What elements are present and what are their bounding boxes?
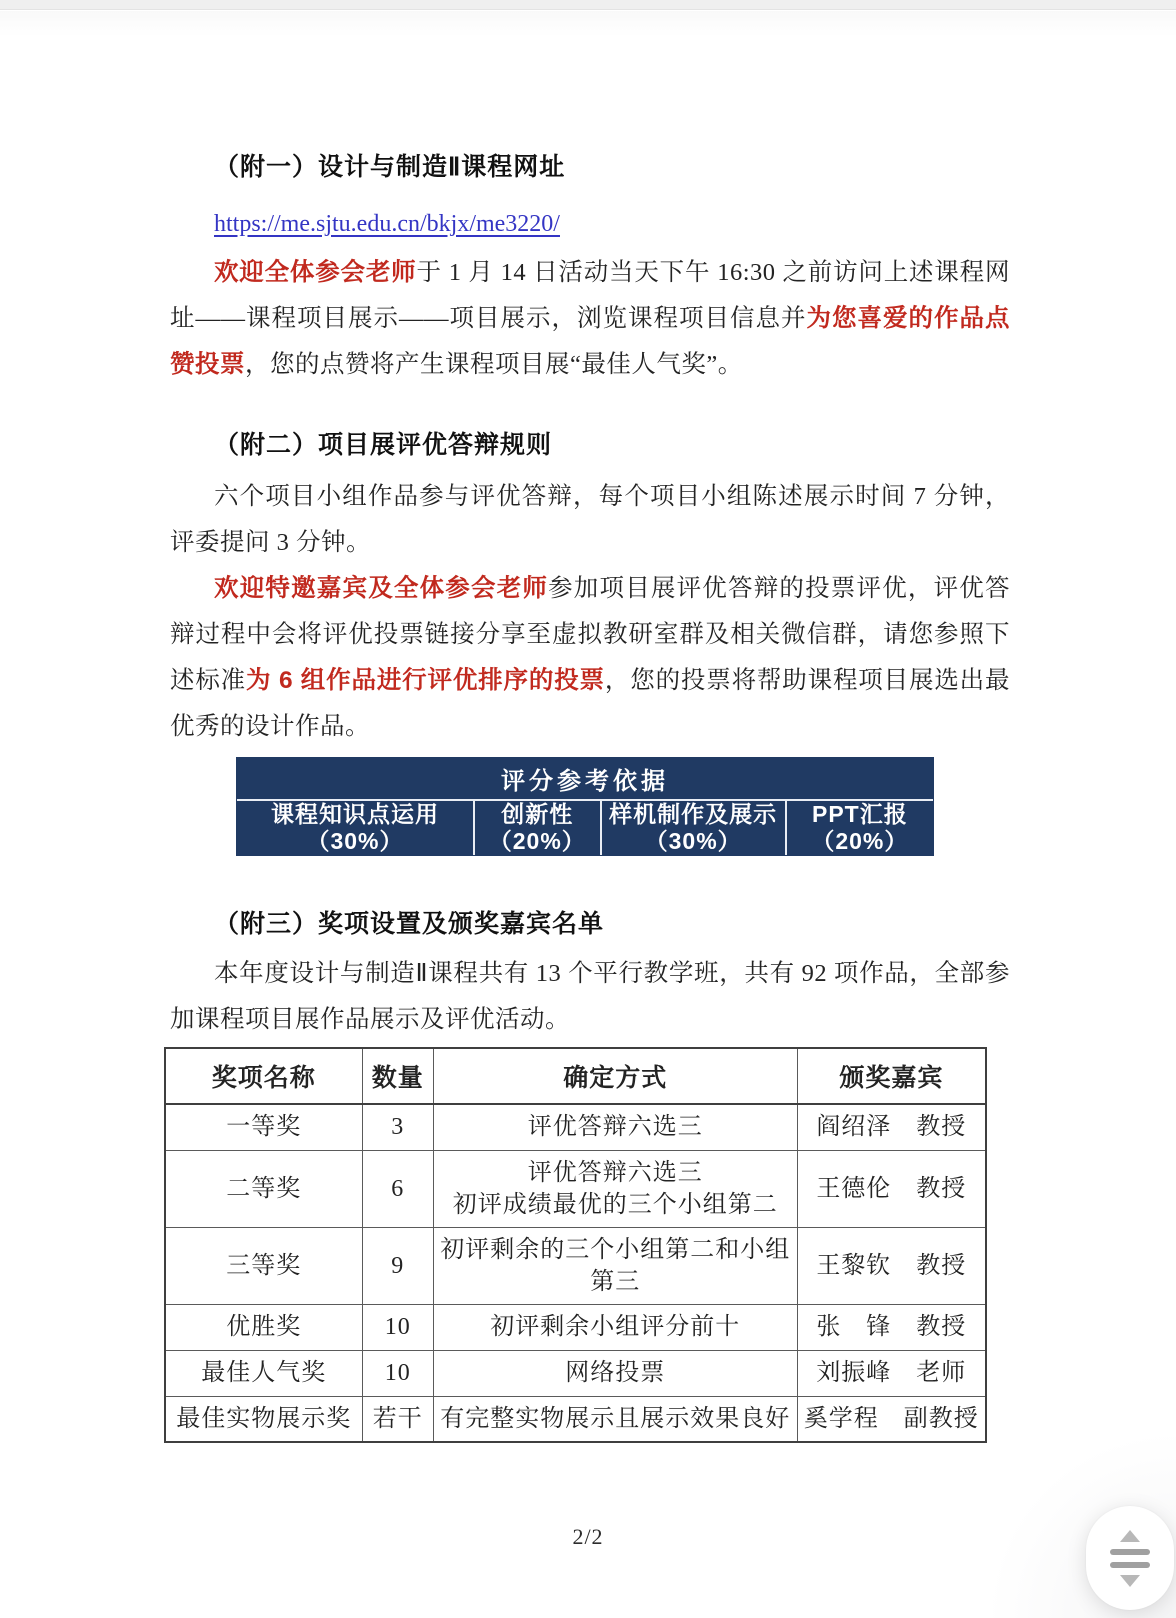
awards-table-row (165, 1227, 986, 1304)
scroll-down-icon[interactable] (1120, 1575, 1140, 1587)
score-criterion-cell (237, 801, 473, 855)
awards-table-header-row (165, 1048, 986, 1104)
award-quantity-cell (362, 1104, 433, 1150)
body-text-run: ，您的投票将帮助课程项目展选出最优秀的设计作品。 (170, 667, 1011, 740)
cell-text-line: 最佳人气奖 (201, 1360, 327, 1386)
page-number: 2/2 (572, 1524, 604, 1549)
course-url-link[interactable]: https://me.sjtu.edu.cn/bkjx/me3220/ (214, 211, 560, 237)
award-quantity-cell (362, 1396, 433, 1442)
cell-text-line: 初评剩余的三个小组第二和小组第三 (440, 1236, 791, 1295)
voting-invite-paragraph (170, 566, 1010, 750)
awards-table-row (165, 1150, 986, 1227)
cell-text-line: 10 (384, 1360, 411, 1386)
cell-text-line: 评优答辩六选三 (527, 1159, 703, 1186)
criterion-name: 课程知识点运用 (270, 801, 439, 827)
awards-column-header: 数量 (362, 1048, 433, 1104)
cell-text-line: 一等奖 (226, 1114, 302, 1141)
criterion-weight: （30%） (306, 828, 404, 854)
award-method-cell (433, 1150, 797, 1227)
emphasis-red-text: 欢迎特邀嘉宾及全体参会老师 (214, 575, 549, 602)
awards-table-row (165, 1396, 986, 1442)
awards-column-header: 确定方式 (433, 1048, 797, 1104)
award-method-cell (433, 1104, 797, 1150)
awards-table (164, 1047, 987, 1443)
scroll-handle-bar-icon[interactable] (1110, 1562, 1150, 1568)
award-presenter-cell (797, 1227, 986, 1304)
body-text-run: 于 1 月 14 日活动当天下午 16:30 之前访问上述课程网址——课程项目展示——项目展示，浏览课程项目信息并 (170, 259, 1010, 332)
criterion-weight: （30%） (644, 828, 742, 854)
scoring-criteria-table (237, 758, 933, 855)
scroll-navigator-widget[interactable] (1086, 1506, 1174, 1610)
document-page (0, 10, 1176, 1443)
award-presenter-cell (797, 1304, 986, 1350)
score-criterion-cell (473, 801, 600, 855)
appendix-1-heading: （附一）设计与制造Ⅱ课程网址 (214, 153, 566, 181)
cell-text-line: 初评成绩最优的三个小组第二 (452, 1191, 778, 1218)
award-name-cell (165, 1104, 362, 1150)
cell-text-line: 张 锋 教授 (816, 1314, 967, 1340)
cell-text-line: 二等奖 (226, 1175, 302, 1202)
awards-table-row (165, 1104, 986, 1150)
cell-text-line: 有完整实物展示且展示效果良好 (440, 1405, 791, 1432)
award-presenter-cell (797, 1396, 986, 1442)
criterion-name: 样机制作及展示 (609, 801, 778, 827)
cell-text-line: 10 (384, 1314, 411, 1340)
award-quantity-cell (362, 1227, 433, 1304)
appendix-1-paragraph (170, 250, 1010, 388)
viewer-top-strip (0, 0, 1176, 10)
appendix-3-heading: （附三）奖项设置及颁奖嘉宾名单 (214, 910, 605, 938)
cell-text-line: 王黎钦 教授 (816, 1252, 967, 1279)
award-quantity-cell (362, 1150, 433, 1227)
award-name-cell (165, 1227, 362, 1304)
cell-text-line: 3 (391, 1114, 405, 1141)
award-quantity-cell (362, 1304, 433, 1350)
cell-text-line: 三等奖 (226, 1252, 302, 1279)
awards-column-header: 颁奖嘉宾 (797, 1048, 986, 1104)
scroll-up-icon[interactable] (1120, 1530, 1140, 1542)
cell-text-line: 若干 (372, 1405, 423, 1432)
award-name-cell (165, 1304, 362, 1350)
awards-table-row (165, 1350, 986, 1396)
defense-rules-paragraph: 六个项目小组作品参与评优答辩，每个项目小组陈述展示时间 7 分钟，评委提问 3 分钟。 (170, 483, 1010, 556)
cell-text-line: 6 (391, 1175, 405, 1202)
cell-text-line: 王德伦 教授 (816, 1175, 967, 1202)
appendix-2-heading: （附二）项目展评优答辩规则 (214, 431, 553, 459)
cell-text-line: 网络投票 (565, 1360, 666, 1386)
awards-intro-paragraph: 本年度设计与制造Ⅱ课程共有 13 个平行教学班，共有 92 项作品，全部参加课程项目展作品展示及评优活动。 (170, 960, 1010, 1033)
criterion-weight: （20%） (811, 828, 909, 854)
cell-text-line: 评优答辩六选三 (527, 1114, 703, 1141)
emphasis-red-text: 为您喜爱的作品点赞投票 (170, 305, 1010, 378)
award-method-cell (433, 1227, 797, 1304)
award-method-cell (433, 1396, 797, 1442)
scoring-table-title: 评分参考依据 (237, 758, 933, 801)
awards-table-body (165, 1104, 986, 1442)
scroll-handle-bar-icon[interactable] (1110, 1549, 1150, 1555)
cell-text-line: 9 (391, 1252, 405, 1279)
cell-text-line: 初评剩余小组评分前十 (490, 1314, 741, 1340)
awards-column-header: 奖项名称 (165, 1048, 362, 1104)
criterion-name: PPT汇报 (811, 801, 908, 827)
course-url-line (170, 208, 1010, 240)
emphasis-red-text: 欢迎全体参会老师 (214, 259, 417, 286)
score-criterion-cell (600, 801, 785, 855)
awards-table-row (165, 1304, 986, 1350)
award-name-cell (165, 1350, 362, 1396)
award-presenter-cell (797, 1150, 986, 1227)
award-name-cell (165, 1396, 362, 1442)
score-criterion-cell (785, 801, 933, 855)
award-name-cell (165, 1150, 362, 1227)
cell-text-line: 刘振峰 老师 (816, 1360, 967, 1386)
cell-text-line: 最佳实物展示奖 (176, 1405, 352, 1432)
award-presenter-cell (797, 1350, 986, 1396)
award-presenter-cell (797, 1104, 986, 1150)
body-text-run: ，您的点赞将产生课程项目展“最佳人气奖”。 (245, 351, 743, 378)
emphasis-red-text: 为 6 组作品进行评优排序的投票 (246, 667, 605, 694)
award-method-cell (433, 1304, 797, 1350)
cell-text-line: 奚学程 副教授 (803, 1405, 979, 1432)
cell-text-line: 阎绍泽 教授 (816, 1114, 967, 1141)
criterion-name: 创新性 (501, 801, 574, 827)
body-text-run: 参加项目展评优答辩的投票评优，评优答辩过程中会将评优投票链接分享至虚拟教研室群及相关微信群，请您参照下述标准 (170, 575, 1011, 694)
criterion-weight: （20%） (488, 828, 586, 854)
award-quantity-cell (362, 1350, 433, 1396)
cell-text-line: 优胜奖 (226, 1314, 302, 1340)
award-method-cell (433, 1350, 797, 1396)
score-table-columns (237, 801, 933, 855)
